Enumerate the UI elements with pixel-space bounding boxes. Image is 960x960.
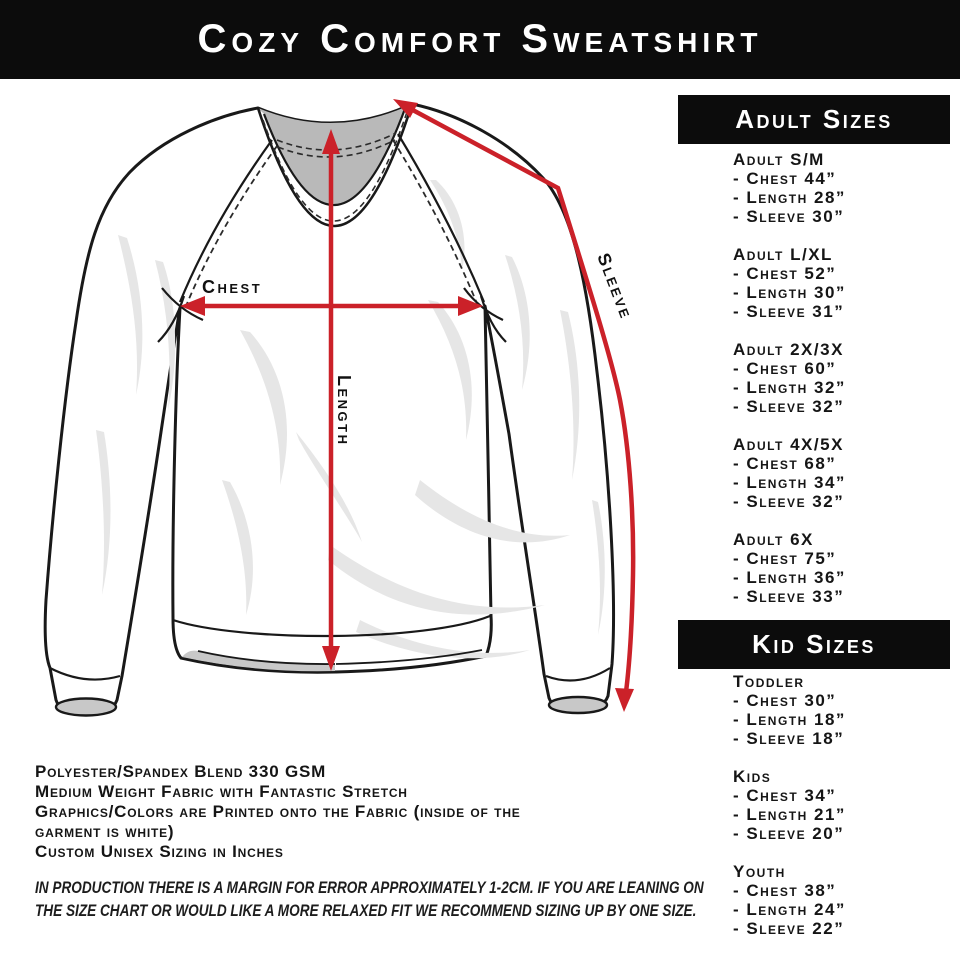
size-line: - Sleeve 30” xyxy=(733,207,845,226)
size-line: - Chest 34” xyxy=(733,786,837,805)
size-line: - Chest 68” xyxy=(733,454,837,473)
size-group-adult-lxl xyxy=(733,245,953,321)
fabric-detail-line: Custom Unisex Sizing in Inches xyxy=(35,842,284,861)
size-line: - Chest 75” xyxy=(733,549,837,568)
size-group-name: Adult 2X/3X xyxy=(733,340,844,359)
size-line: - Sleeve 20” xyxy=(733,824,845,843)
size-line: - Sleeve 32” xyxy=(733,492,845,511)
size-line: - Length 18” xyxy=(733,710,846,729)
size-group-youth xyxy=(733,862,953,938)
size-group-name: Kids xyxy=(733,767,772,786)
kid-sizes-header xyxy=(678,620,950,669)
adult-sizes-heading: Adult Sizes xyxy=(735,104,893,134)
disclaimer-line: IN PRODUCTION THERE IS A MARGIN FOR ERROR APPROXIMATELY 1-2CM. IF YOU ARE LEANING ON xyxy=(35,878,704,897)
production-disclaimer xyxy=(35,876,704,922)
size-line: - Length 32” xyxy=(733,378,846,397)
fabric-details xyxy=(35,762,675,862)
size-line: - Chest 38” xyxy=(733,881,837,900)
size-group-adult-6x xyxy=(733,530,953,606)
kid-sizes-list xyxy=(733,672,953,938)
chest-measure-label: Chest xyxy=(202,277,263,297)
size-line: - Chest 30” xyxy=(733,691,837,710)
length-measure-label: Length xyxy=(334,375,354,447)
fabric-detail-line: Polyester/Spandex Blend 330 GSM xyxy=(35,762,327,781)
size-group-name: Youth xyxy=(733,862,786,881)
title-bar xyxy=(0,0,960,79)
size-line: - Sleeve 22” xyxy=(733,919,845,938)
size-line: - Sleeve 31” xyxy=(733,302,845,321)
size-group-adult-4x5x xyxy=(733,435,953,511)
fabric-detail-line: Graphics/Colors are Printed onto the Fabric (inside of the xyxy=(35,802,521,821)
fabric-detail-line: Medium Weight Fabric with Fantastic Stretch xyxy=(35,782,408,801)
size-line: - Length 24” xyxy=(733,900,846,919)
size-group-kids xyxy=(733,767,953,843)
size-line: - Sleeve 33” xyxy=(733,587,845,606)
adult-sizes-list xyxy=(733,150,953,606)
sweatshirt-diagram xyxy=(0,82,670,762)
size-line: - Chest 44” xyxy=(733,169,837,188)
size-line: - Sleeve 18” xyxy=(733,729,845,748)
size-line: - Chest 60” xyxy=(733,359,837,378)
cuffs xyxy=(50,668,610,716)
size-line: - Length 28” xyxy=(733,188,846,207)
size-group-name: Toddler xyxy=(733,672,805,691)
size-group-name: Adult 6X xyxy=(733,530,814,549)
size-line: - Length 34” xyxy=(733,473,846,492)
kid-sizes-heading: Kid Sizes xyxy=(752,629,876,659)
size-group-name: Adult S/M xyxy=(733,150,825,169)
size-line: - Sleeve 32” xyxy=(733,397,845,416)
disclaimer-line: THE SIZE CHART OR WOULD LIKE A MORE RELAXED FIT WE RECOMMEND SIZING UP BY ONE SIZE. xyxy=(35,901,697,920)
size-line: - Length 36” xyxy=(733,568,846,587)
size-line: - Chest 52” xyxy=(733,264,837,283)
size-group-toddler xyxy=(733,672,953,748)
size-group-name: Adult L/XL xyxy=(733,245,833,264)
adult-sizes-header xyxy=(678,95,950,144)
size-group-adult-sm xyxy=(733,150,953,226)
size-line: - Length 30” xyxy=(733,283,846,302)
sleeve-measure-label: Sleeve xyxy=(593,250,637,323)
size-line: - Length 21” xyxy=(733,805,846,824)
size-group-name: Adult 4X/5X xyxy=(733,435,844,454)
page-title: Cozy Comfort Sweatshirt xyxy=(197,17,763,61)
size-group-adult-2x3x xyxy=(733,340,953,416)
fabric-detail-line: garment is white) xyxy=(35,822,175,841)
